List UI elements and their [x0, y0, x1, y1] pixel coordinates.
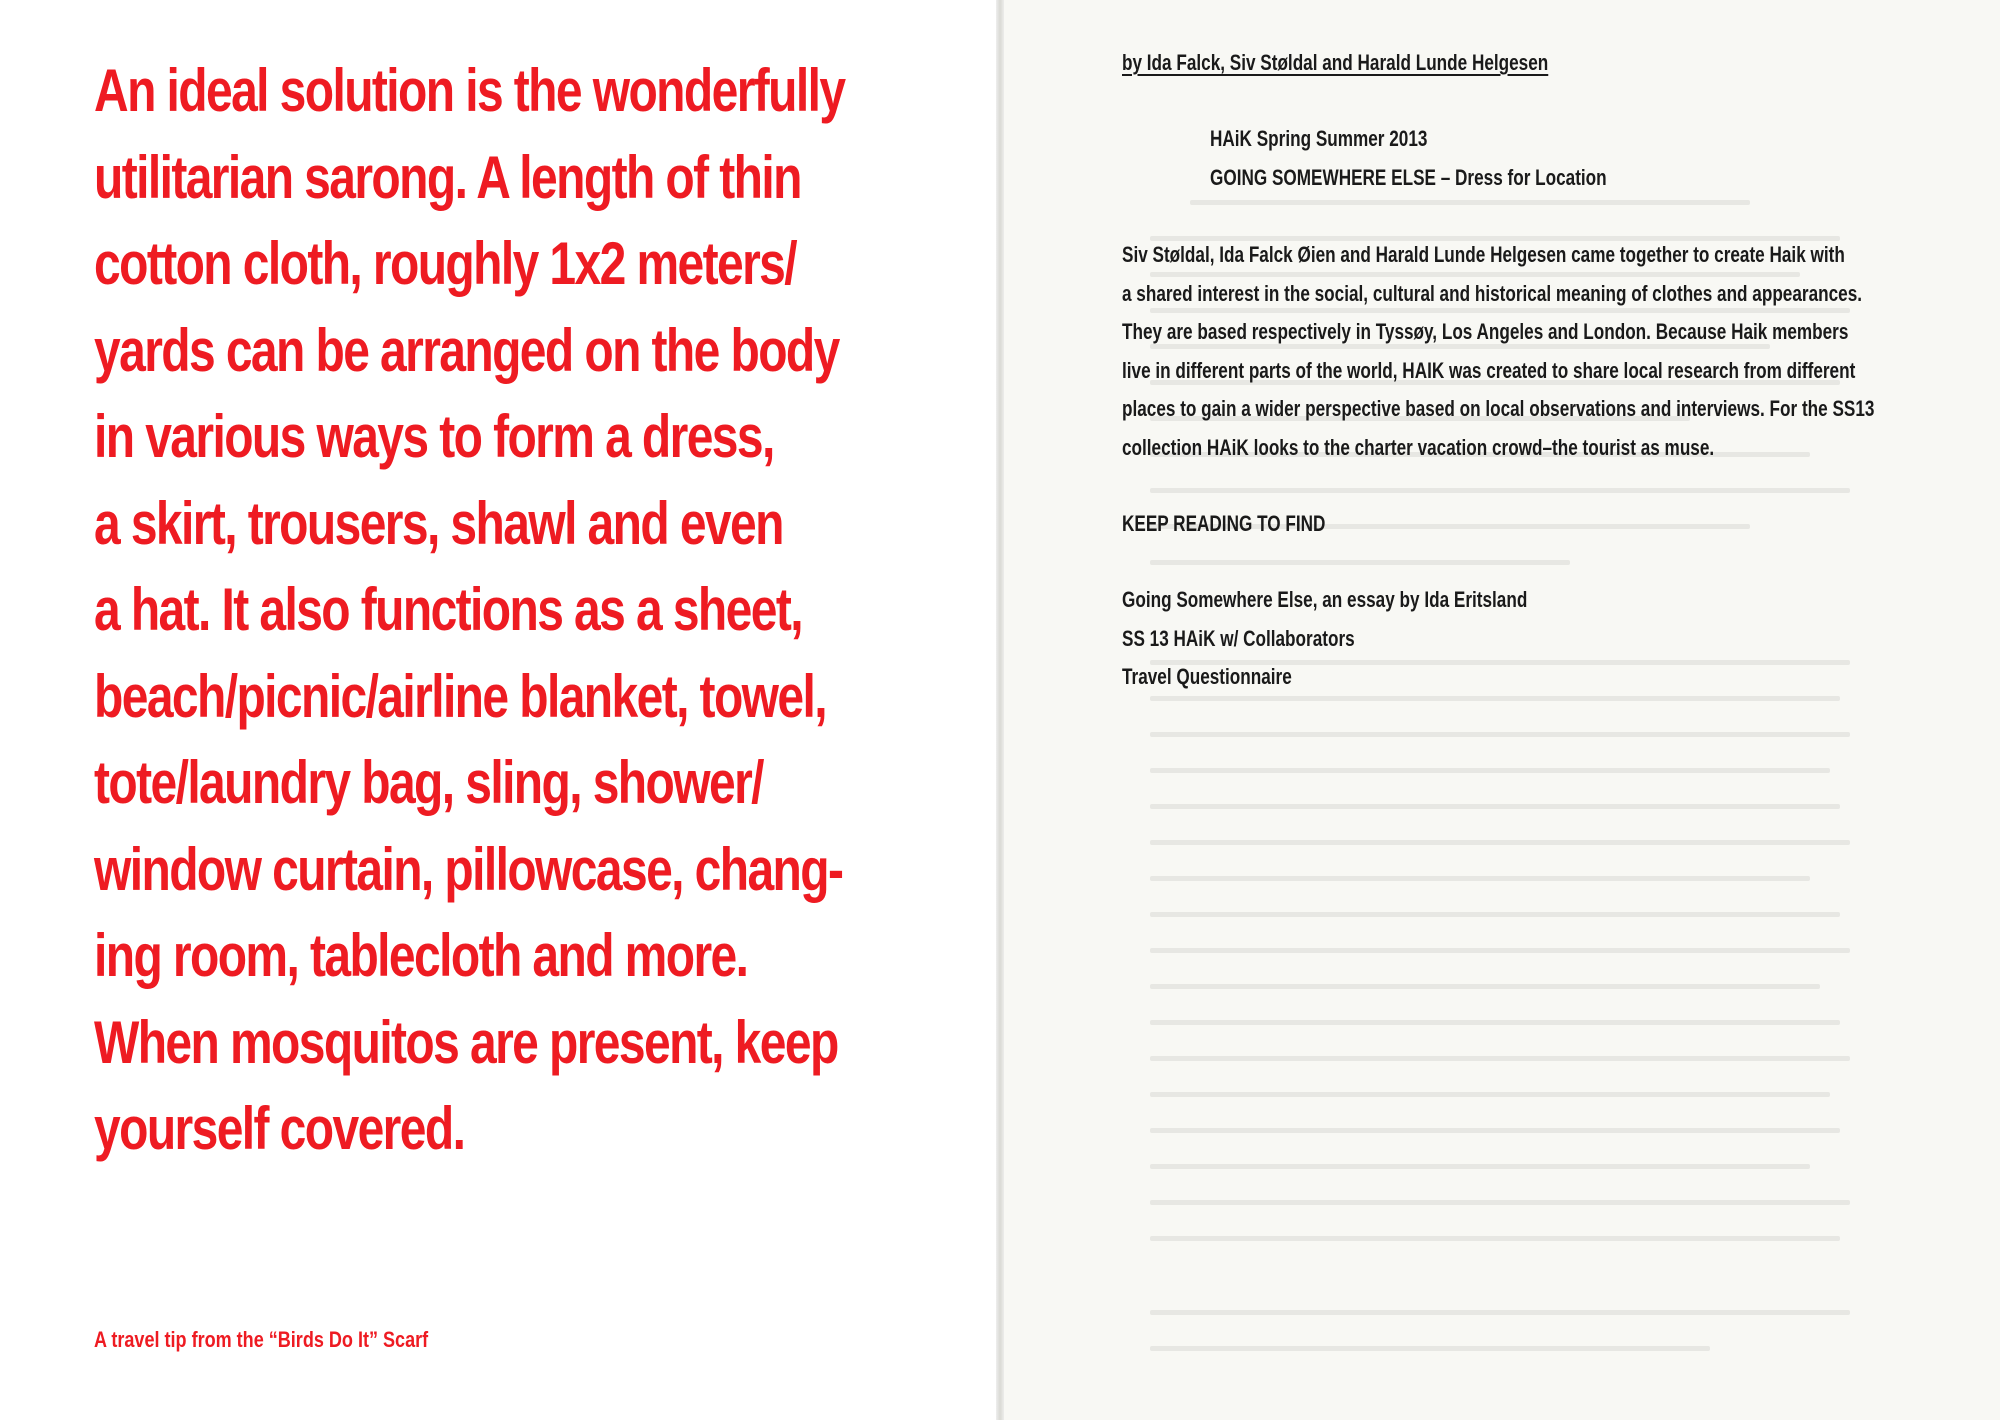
intro-line: collection HAiK looks to the charter vacation crowd–the tourist as muse. [1122, 434, 1715, 460]
body-line: a skirt, trousers, shawl and even [94, 489, 783, 557]
author-byline: by Ida Falck, Siv Støldal and Harald Lunde Helgesen [1122, 50, 1549, 75]
travel-tip-footer: A travel tip from the “Birds Do It” Scarf [94, 1327, 429, 1352]
show-through-texture [1000, 0, 2000, 1420]
collection-line: GOING SOMEWHERE ELSE – Dress for Location [1210, 164, 1607, 190]
body-line: cotton cloth, roughly 1x2 meters/ [94, 230, 797, 297]
page-gutter [996, 0, 1004, 1420]
contents-item: Travel Questionnaire [1122, 664, 1292, 689]
keep-reading-heading: KEEP READING TO FIND [1122, 511, 1326, 536]
body-line: An ideal solution is the wonderfully [94, 57, 845, 124]
contents-item: Going Somewhere Else, an essay by Ida Eritsland [1122, 587, 1528, 612]
body-line: a hat. It also functions as a sheet, [94, 576, 802, 643]
body-line: yards can be arranged on the body [94, 316, 839, 384]
body-line: yourself covered. [94, 1095, 465, 1162]
body-line: ing room, tablecloth and more. [94, 922, 748, 989]
intro-line: live in different parts of the world, HAIK was created to share local research from different [1122, 357, 1856, 383]
body-line: beach/picnic/airline blanket, towel, [94, 662, 826, 730]
intro-line: a shared interest in the social, cultural and historical meaning of clothes and appearances. [1122, 280, 1863, 306]
body-line: in various ways to form a dress, [94, 403, 774, 470]
contents-item: SS 13 HAiK w/ Collaborators [1122, 625, 1355, 651]
travel-tip-body [94, 48, 845, 1173]
body-line: window curtain, pillowcase, chang- [94, 835, 843, 903]
body-line: When mosquitos are present, keep [94, 1008, 838, 1076]
intro-line: They are based respectively in Tyssøy, Los Angeles and London. Because Haik members [1122, 319, 1849, 344]
intro-line: Siv Støldal, Ida Falck Øien and Harald Lunde Helgesen came together to create Haik with [1122, 242, 1845, 267]
contents-list [1122, 581, 1527, 697]
intro-line: places to gain a wider perspective based on local observations and interviews. For the SS13 [1122, 396, 1875, 421]
right-page [1000, 0, 2000, 1420]
intro-paragraph [1122, 236, 1874, 467]
body-line: tote/laundry bag, sling, shower/ [94, 749, 763, 816]
collection-line: HAiK Spring Summer 2013 [1210, 126, 1428, 151]
body-line: utilitarian sarong. A length of thin [94, 143, 801, 211]
collection-title [1210, 120, 1607, 197]
